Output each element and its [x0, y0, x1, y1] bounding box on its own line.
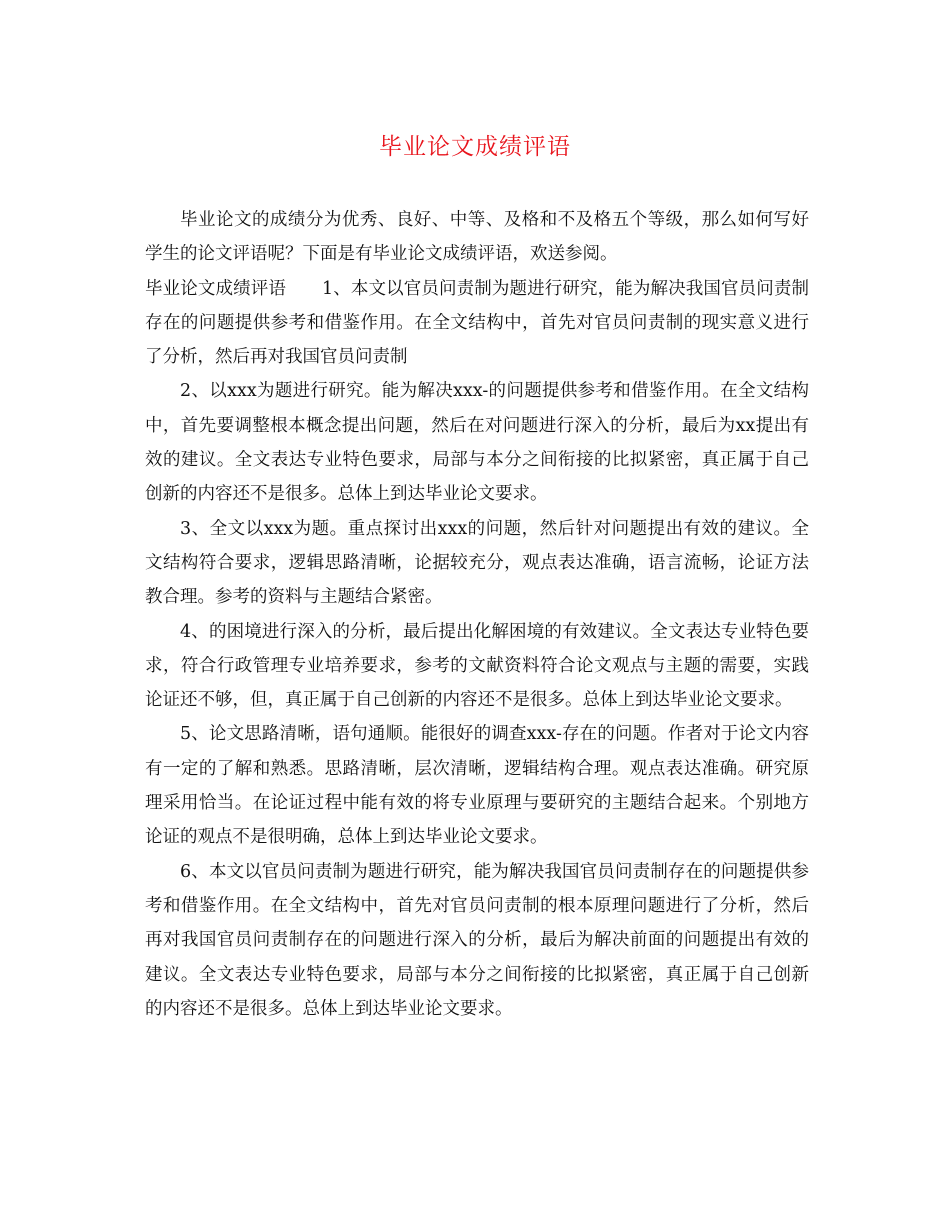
comment-paragraph-4: 4、的困境进行深入的分析，最后提出化解困境的有效建议。全文表达专业特色要求，符合行政管理专业培养要求，参考的文献资料符合论文观点与主题的需要，实践论证还不够，但，真正属于自己创新的内容还不是很多。总体上到达毕业论文要求。	[145, 621, 809, 711]
document-title: 毕业论文成绩评语	[379, 134, 571, 160]
document-body	[145, 203, 809, 1026]
comment-text-1: 1、本文以官员问责制为题进行研究，能为解决我国官员问责制存在的问题提供参考和借鉴作用。在全文结构中，首先对官员问责制的现实意义进行了分析，然后再对我国官员问责制	[145, 278, 809, 368]
comment-paragraph-1	[145, 272, 809, 375]
comment-paragraph-5: 5、论文思路清晰，语句通顺。能很好的调查xxx-存在的问题。作者对于论文内容有一定的了解和熟悉。思路清晰，层次清晰，逻辑结构合理。观点表达准确。研究原理采用恰当。在论证过程中能有效的将专业原理与要研究的主题结合起来。个别地方论证的观点不是很明确，总体上到达毕业论文要求。	[145, 724, 809, 848]
section-label: 毕业论文成绩评语	[145, 278, 286, 299]
comment-paragraph-3: 3、全文以xxx为题。重点探讨出xxx的问题，然后针对问题提出有效的建议。全文结构符合要求，逻辑思路清晰，论据较充分，观点表达准确，语言流畅，论证方法教合理。参考的资料与主题结合紧密。	[145, 518, 809, 608]
comment-paragraph-2: 2、以xxx为题进行研究。能为解决xxx-的问题提供参考和借鉴作用。在全文结构中，首先要调整根本概念提出问题，然后在对问题进行深入的分析，最后为xx提出有效的建议。全文表达专业特色要求，局部与本分之间衔接的比拟紧密，真正属于自己创新的内容还不是很多。总体上到达毕业论文要求。	[145, 381, 809, 505]
comment-paragraph-6: 6、本文以官员问责制为题进行研究，能为解决我国官员问责制存在的问题提供参考和借鉴作用。在全文结构中，首先对官员问责制的根本原理问题进行了分析，然后再对我国官员问责制存在的问题进行深入的分析，最后为解决前面的问题提出有效的建议。全文表达专业特色要求，局部与本分之间衔接的比拟紧密，真正属于自己创新的内容还不是很多。总体上到达毕业论文要求。	[145, 861, 809, 1019]
intro-paragraph: 毕业论文的成绩分为优秀、良好、中等、及格和不及格五个等级，那么如何写好学生的论文评语呢？下面是有毕业论文成绩评语，欢送参阅。	[145, 210, 809, 265]
